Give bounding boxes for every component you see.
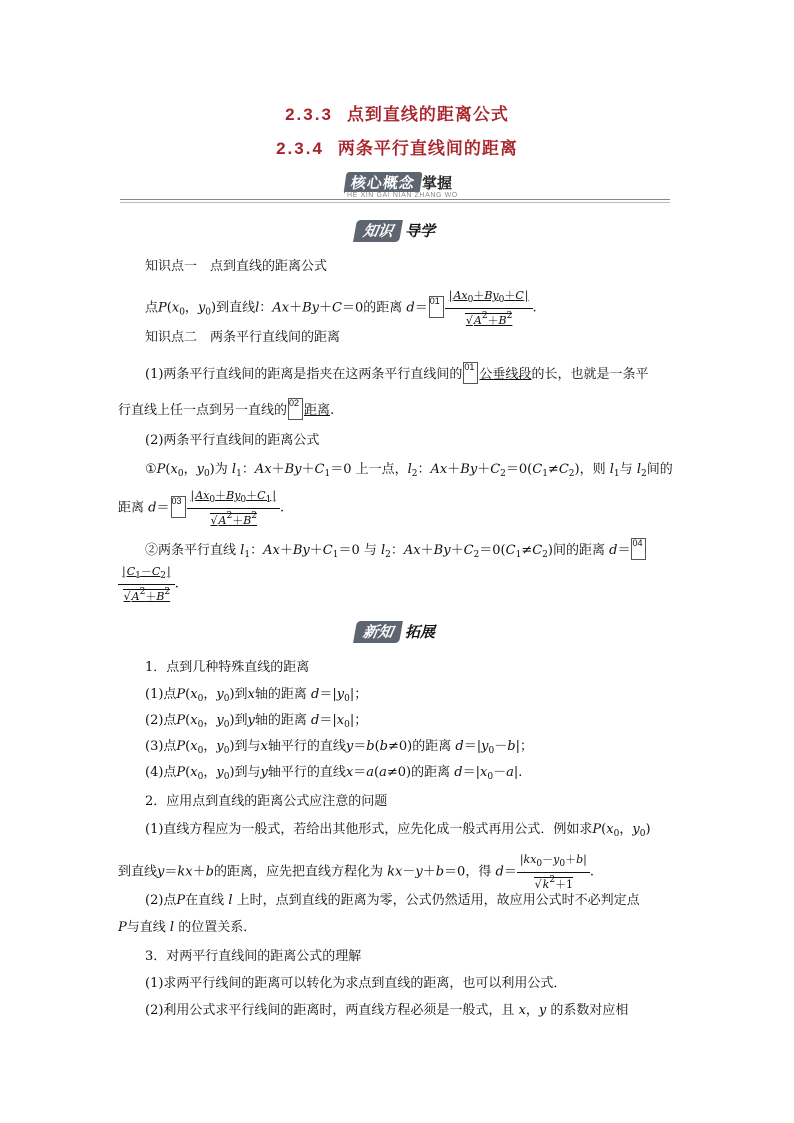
answer-badge: 04	[631, 538, 646, 560]
answer-badge: 02	[288, 398, 303, 420]
title-2-3-3: 2.3.3 点到直线的距离公式	[285, 105, 509, 125]
kp1-heading: 知识点一 点到直线的距离公式	[145, 259, 328, 274]
ext-item-1: (1)点$P(x_0$，$y_0$)到x轴的距离 $d=|y_0|$；	[145, 687, 368, 704]
ext-2-para2-line2: P与直线 l 的位置关系．	[118, 920, 257, 935]
kp2-para2-heading: (2)两条平行直线间的距离公式	[145, 433, 320, 448]
answer-badge: 01	[429, 296, 444, 318]
answer-badge: 03	[171, 496, 186, 518]
core-concept-banner	[120, 172, 670, 206]
banner-word: 掌握	[422, 174, 453, 192]
ext-item-3: (3)点$P(x_0$，$y_0$)到与x轴平行的直线y＝b(b≠0)的距离 $d=|y_0-b|$；	[145, 739, 533, 756]
kp2-case2-line1: ②两条平行直线 $l_1$：$Ax+By+C_1=0$ 与 $l_2$：$Ax+By+C_2=0(C_1\ne C_2)$间的距离 d＝ 04	[145, 538, 647, 564]
ext-3-para1: (1)求两平行线间的距离可以转化为求点到直线的距离，也可以利用公式．	[145, 976, 567, 991]
kp2-case1-line2: 距离 d＝ 03 $|Ax_0+By_0+C_1|$ √ $A^2+B^2$ .	[118, 489, 284, 527]
title-2-3-4: 2.3.4 两条平行直线间的距离	[276, 139, 518, 159]
banner-tag: 核心概念	[343, 172, 422, 194]
kp2-case1-line1: $①P(x_0$，$y_0$)为 $l_1$：$Ax+By+C_1=0$ 上一点，$l_2$：$Ax+By+C_2=0(C_1\ne C_2)$，则 $l_1$与 $l_2$间的	[145, 462, 673, 479]
ext-item-4: (4)点$P(x_0$，$y_0$)到与y轴平行的直线x＝a(a≠0)的距离 $d=|x_0-a|$.	[145, 765, 523, 782]
kp1-formula-line: 点$P(x_0$，$y_0$)到直线l：Ax＋By＋C＝0的距离 d＝ 01 $|Ax_0+By_0+C|$ √ $A^2+B^2$ .	[145, 289, 537, 327]
ext-3-para2: (2)利用公式求平行线间的距离时，两直线方程必须是一般式，且 x，y 的系数对应相	[145, 1003, 629, 1018]
kp2-heading: 知识点二 两条平行直线间的距离	[145, 330, 341, 345]
banner-pinyin: HE XIN GAI NIAN ZHANG WO	[347, 192, 458, 199]
ext-item-2: (2)点$P(x_0$，$y_0$)到y轴的距离 $d=|x_0|$；	[145, 713, 368, 730]
ext-2-para1-line2: 到直线y＝kx＋b的距离，应先把直线方程化为 kx－y＋b＝0，得 d＝ $|kx_0-y_0+b|$ √ $k^2+1$ .	[118, 853, 594, 891]
section-knowledge-guide: 知识 导学	[355, 220, 435, 244]
ext-heading-1: 1．点到几种特殊直线的距离	[145, 660, 310, 675]
ext-2-para1-line1: (1)直线方程应为一般式，若给出其他形式，应先化成一般式再用公式．例如求$P(x_0$，$y_0$)	[145, 822, 651, 839]
ext-heading-2: 2．应用点到直线的距离公式应注意的问题	[145, 794, 388, 809]
ext-2-para2-line1: (2)点P在直线 l 上时，点到直线的距离为零，公式仍然适用，故应用公式时不必判定点	[145, 893, 640, 908]
answer-badge: 01	[463, 362, 478, 384]
section-new-knowledge-extension: 新知 拓展	[355, 621, 435, 645]
kp2-para1-line1: (1)两条平行直线间的距离是指夹在这两条平行直线间的 01 公垂线段的长，也就是一条平	[145, 362, 649, 382]
kp2-case2-line2: $|C_1-C_2|$ √ $A^2+B^2$ .	[118, 565, 179, 603]
kp2-para1-line2: 行直线上任一点到另一直线的 02 距离.	[118, 398, 335, 418]
ext-heading-3: 3．对两平行直线间的距离公式的理解	[145, 949, 362, 964]
